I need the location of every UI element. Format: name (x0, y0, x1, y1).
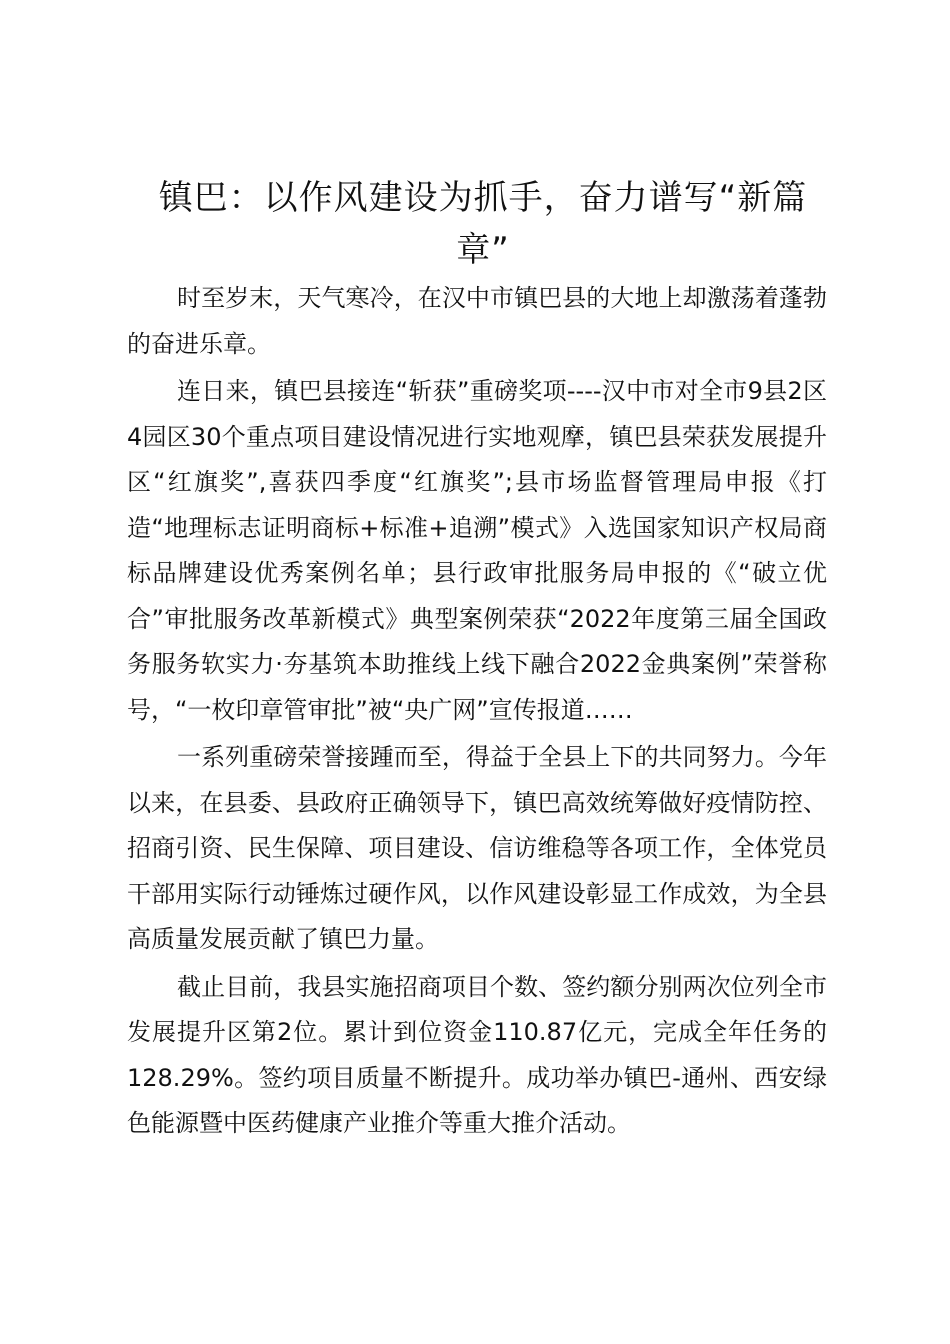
paragraph-2: 连日来，镇巴县接连“斩获”重磅奖项----汉中市对全市9县2区4园区30个重点项目建设情况进行实地观摩，镇巴县荣获发展提升区“红旗奖”,喜获四季度“红旗奖”;县市场监督管理局申报《打造“地理标志证明商标+标准+追溯”模式》入选国家知识产权局商标品牌建设优秀案例名单；县行政审批服务局申报的《“破立优合”审批服务改革新模式》典型案例荣获“2022年度第三届全国政务服务软实力·夯基筑本助推线上线下融合2022金典案例”荣誉称号，“一枚印章管审批”被“央广网”宣传报道…… (127, 377, 827, 724)
document-title: 镇巴：以作风建设为抓手，奋力谱写“新篇章” (158, 178, 808, 270)
paragraph-1: 时至岁末，天气寒冷，在汉中市镇巴县的大地上却激荡着蓬勃的奋进乐章。 (127, 284, 827, 358)
document-body (127, 276, 827, 1149)
paragraph-3: 一系列重磅荣誉接踵而至，得益于全县上下的共同努力。今年以来，在县委、县政府正确领导下，镇巴高效统筹做好疫情防控、招商引资、民生保障、项目建设、信访维稳等各项工作，全体党员干部用实际行动锤炼过硬作风，以作风建设彰显工作成效，为全县高质量发展贡献了镇巴力量。 (127, 743, 827, 953)
paragraph-4: 截止目前，我县实施招商项目个数、签约额分别两次位列全市发展提升区第2位。累计到位资金110.87亿元，完成全年任务的128.29%。签约项目质量不断提升。成功举办镇巴-通州、西安绿色能源暨中医药健康产业推介等重大推介活动。 (127, 972, 827, 1137)
